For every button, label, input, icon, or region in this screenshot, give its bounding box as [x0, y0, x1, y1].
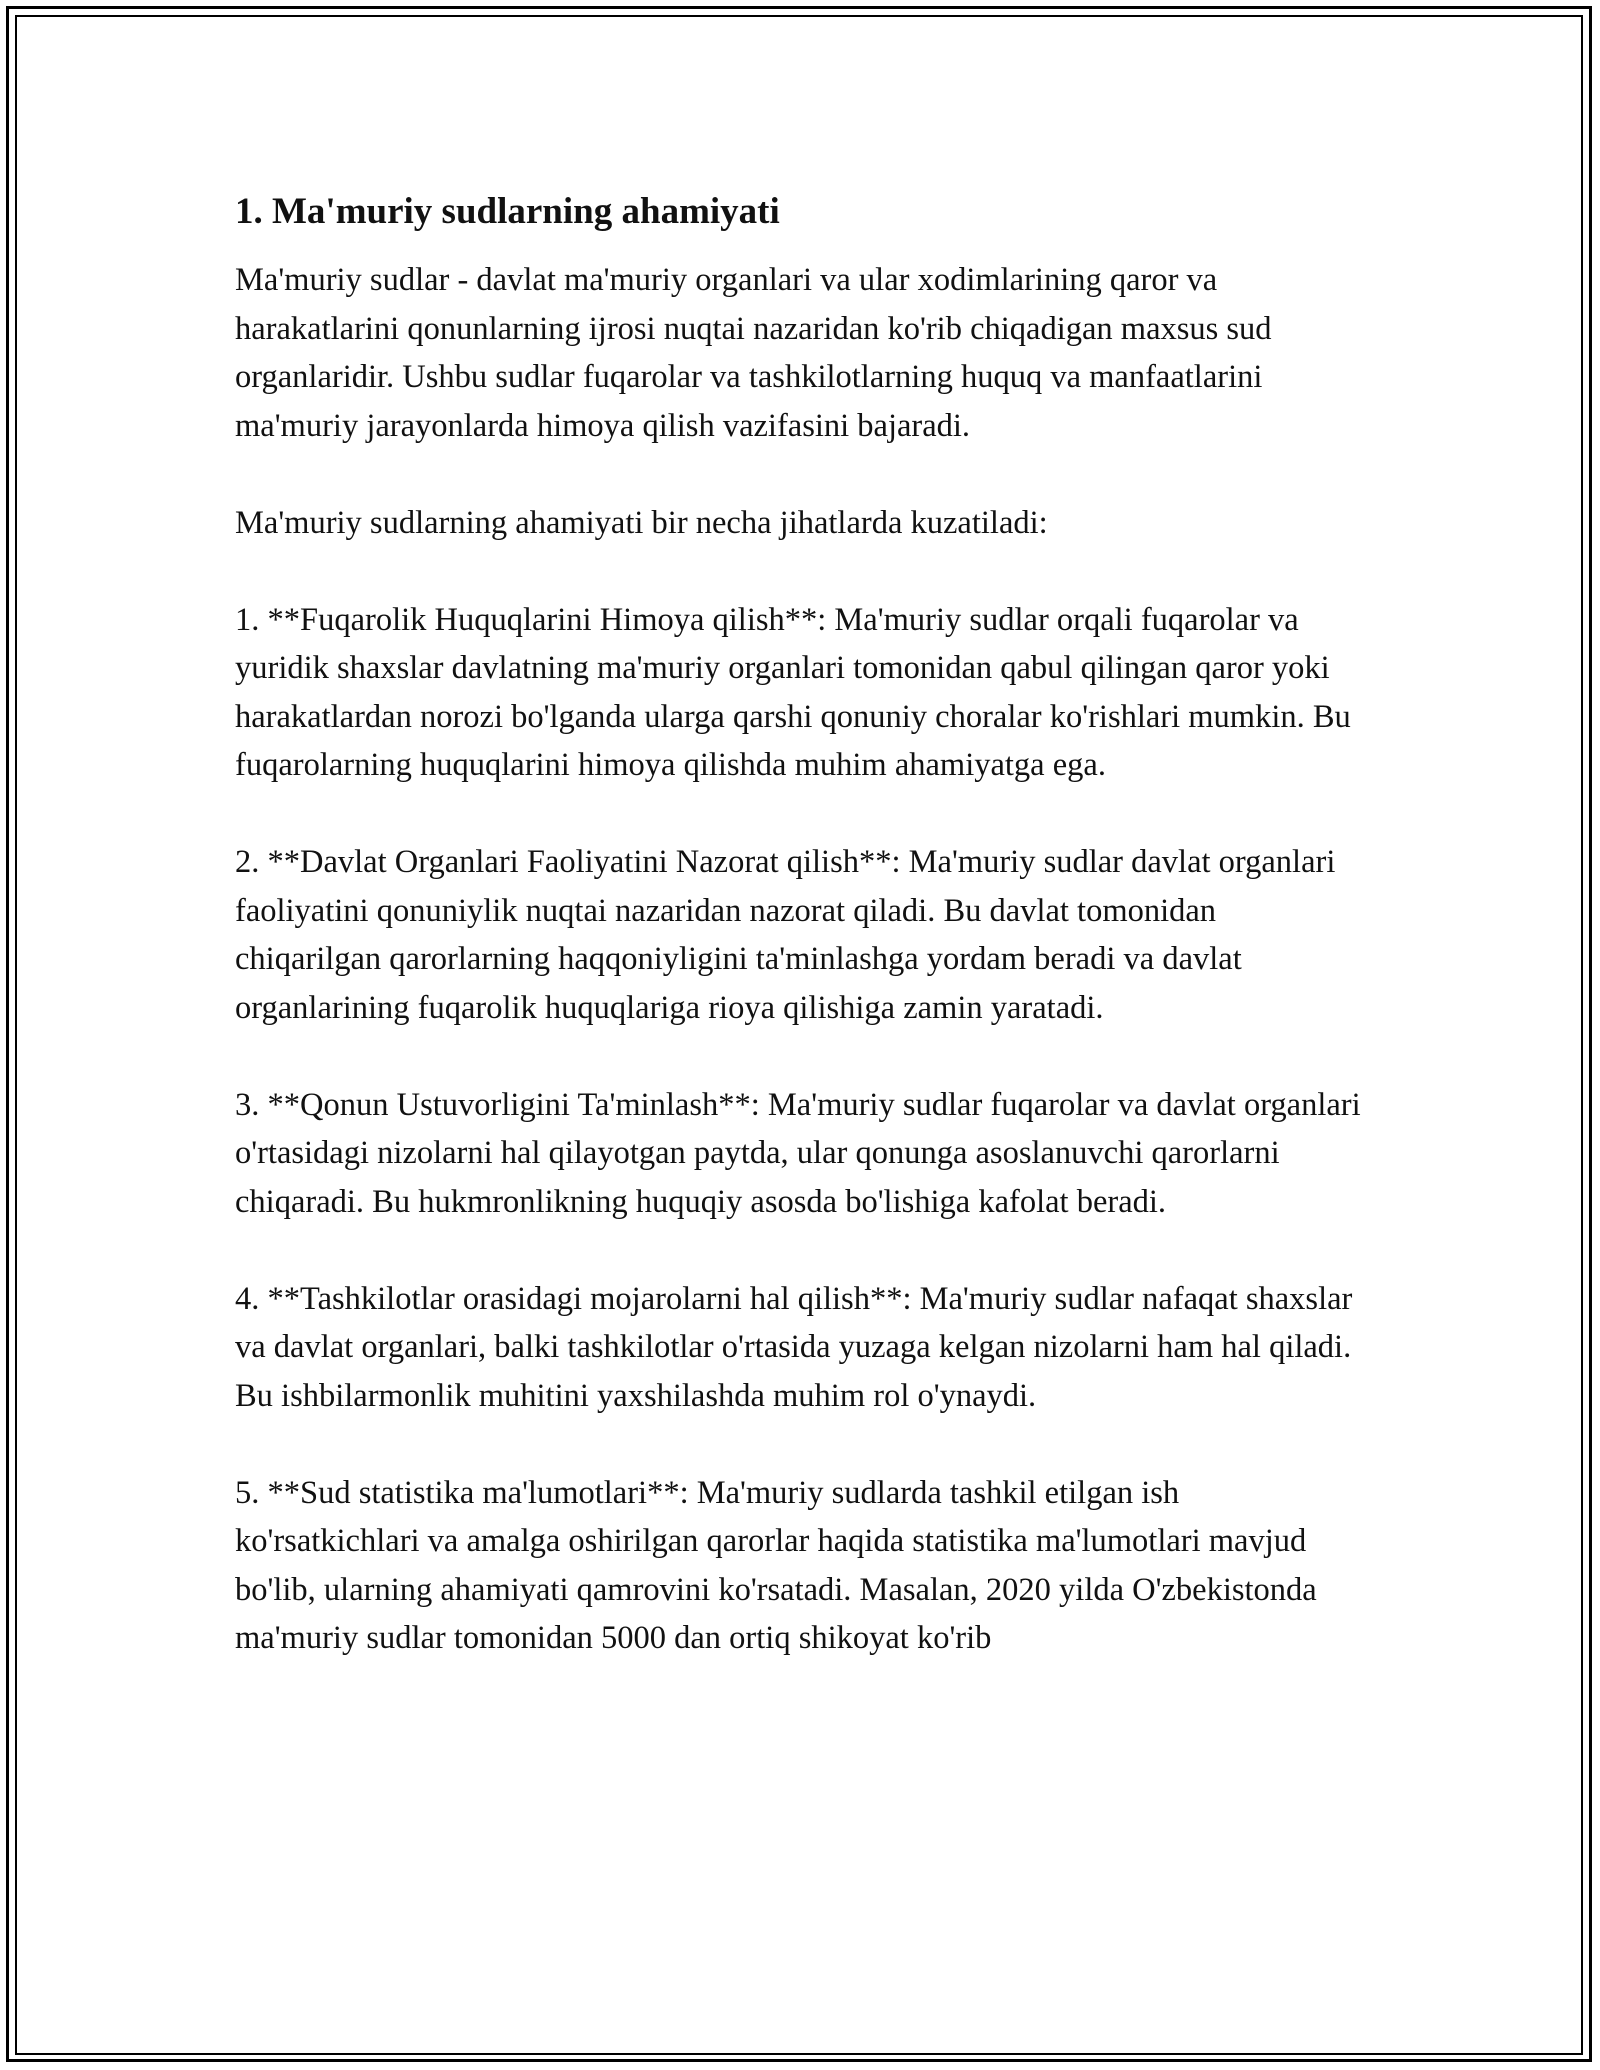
list-item-rule-of-law: 3. **Qonun Ustuvorligini Ta'minlash**: Ma'muriy sudlar fuqarolar va davlat organlari o'rtasidagi nizolarni hal qilayotgan paytda, ular qonunga asoslanuvchi qarorlarni chiqaradi. Bu hukmronlikning huquqiy asosda bo'lishiga kafolat beradi. [235, 1086, 1361, 1220]
aspects-intro-paragraph: Ma'muriy sudlarning ahamiyati bir necha jihatlarda kuzatiladi: [235, 504, 1048, 541]
document-body [235, 188, 1365, 1711]
section-heading: 1. Ma'muriy sudlarning ahamiyati [235, 191, 780, 232]
list-item-state-oversight: 2. **Davlat Organlari Faoliyatini Nazorat qilish**: Ma'muriy sudlar davlat organlari faoliyatini qonuniylik nuqtai nazaridan nazorat qiladi. Bu davlat tomonidan chiqarilgan qarorlarning haqqoniyligini ta'minlashga yordam beradi va davlat organlarining fuqarolik huquqlariga rioya qilishiga zamin yaratadi. [235, 844, 1336, 1026]
list-item-civil-rights: 1. **Fuqarolik Huquqlarini Himoya qilish**: Ma'muriy sudlar orqali fuqarolar va yuridik shaxslar davlatning ma'muriy organlari tomonidan qabul qilingan qaror yoki harakatlardan norozi bo'lganda ularga qarshi qonuniy choralar ko'rishlari mumkin. Bu fuqarolarning huquqlarini himoya qilishda muhim ahamiyatga ega. [235, 601, 1351, 783]
intro-paragraph: Ma'muriy sudlar - davlat ma'muriy organlari va ular xodimlarining qaror va harakatlarini qonunlarning ijrosi nuqtai nazaridan ko'rib chiqadigan maxsus sud organlaridir. Ushbu sudlar fuqarolar va tashkilotlarning huquq va manfaatlarini ma'muriy jarayonlarda himoya qilish vazifasini bajaradi. [235, 262, 1272, 444]
list-item-court-statistics: 5. **Sud statistika ma'lumotlari**: Ma'muriy sudlarda tashkil etilgan ish ko'rsatkichlari va amalga oshirilgan qarorlar haqida statistika ma'lumotlari mavjud bo'lib, ularning ahamiyati qamrovini ko'rsatadi. Masalan, 2020 yilda O'zbekistonda ma'muriy sudlar tomonidan 5000 dan ortiq shikoyat ko'rib [235, 1474, 1317, 1656]
list-item-organization-disputes: 4. **Tashkilotlar orasidagi mojarolarni hal qilish**: Ma'muriy sudlar nafaqat shaxslar va davlat organlari, balki tashkilotlar o'rtasida yuzaga kelgan nizolarni ham hal qiladi. Bu ishbilarmonlik muhitini yaxshilashda muhim rol o'ynaydi. [235, 1280, 1353, 1414]
